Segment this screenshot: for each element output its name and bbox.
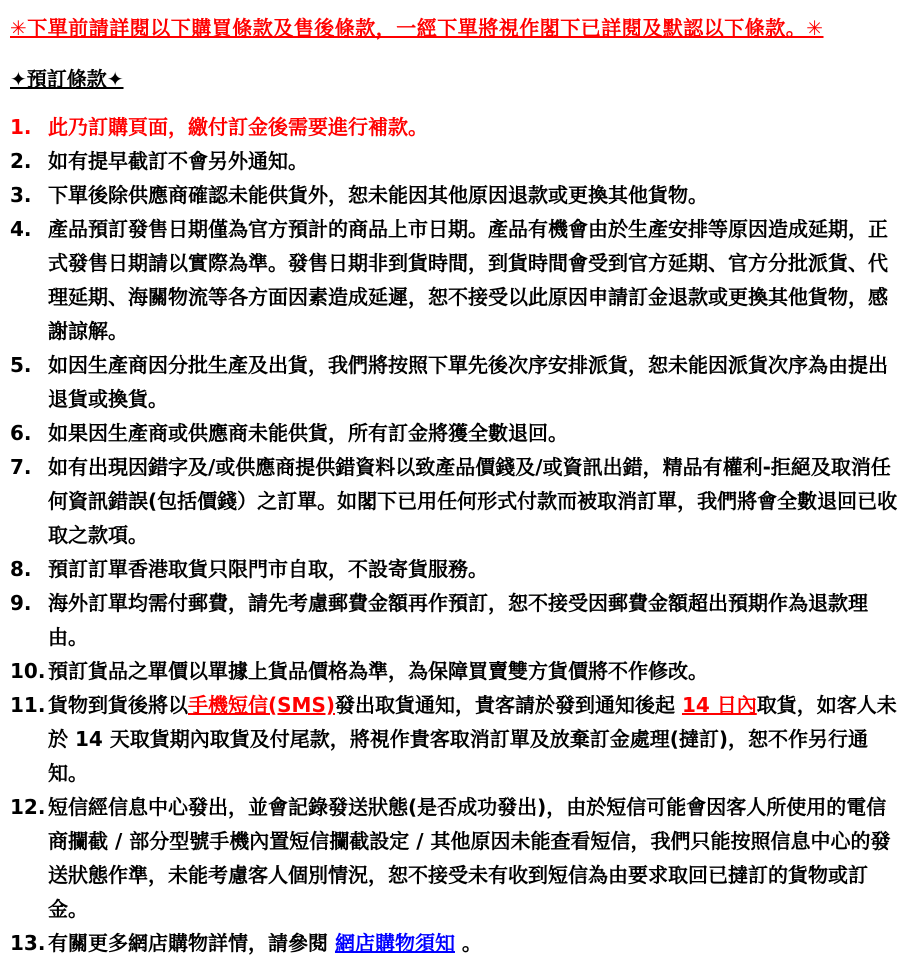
term-item-4 (10, 212, 905, 348)
term-text (48, 144, 905, 178)
term-text-segment: 預訂訂單香港取貨只限門市自取，不設寄貨服務。 (48, 557, 488, 581)
term-number: 10. (10, 659, 46, 683)
term-item-2 (10, 144, 905, 178)
term-number: 1. (10, 115, 32, 139)
term-item-6 (10, 416, 905, 450)
term-number: 7. (10, 455, 32, 479)
term-text (48, 552, 905, 586)
term-number: 11. (10, 693, 46, 717)
term-item-11 (10, 688, 905, 790)
term-text-segment: 如有出現因錯字及/或供應商提供錯資料以致產品價錢及/或資訊出錯，精品有權利-拒絕及取消任何資訊錯誤(包括價錢）之訂單。如閣下已用任何形式付款而被取消訂單，我們將會全數退回已收取之款項。 (48, 455, 898, 547)
term-number: 12. (10, 795, 46, 819)
term-text-segment: 取貨，如客人未於 14 天取貨期內取貨及付尾款，將視作貴客取消訂單及放棄訂金處理(撻訂)，恕不作另行通知。 (48, 693, 897, 785)
term-item-1 (10, 110, 905, 144)
term-number: 2. (10, 149, 32, 173)
term-text (48, 178, 905, 212)
term-text-segment: 發出取貨通知，貴客請於發到通知後起 (335, 693, 682, 717)
term-text (48, 348, 905, 416)
term-item-9 (10, 586, 905, 654)
term-text-segment: 如果因生產商或供應商未能供貨，所有訂金將獲全數退回。 (48, 421, 568, 445)
sms-highlight: 手機短信(SMS) (188, 693, 335, 717)
term-text (48, 654, 905, 688)
term-text-segment: 下單後除供應商確認未能供貨外，恕未能因其他原因退款或更換其他貨物。 (48, 183, 708, 207)
term-text (48, 688, 905, 790)
term-text (48, 416, 905, 450)
term-item-5 (10, 348, 905, 416)
term-text (48, 212, 905, 348)
term-text-segment: 此乃訂購頁面，繳付訂金後需要進行補款。 (48, 115, 428, 139)
term-item-8 (10, 552, 905, 586)
term-text-segment: 如因生產商因分批生產及出貨，我們將按照下單先後次序安排派貨，恕未能因派貨次序為由提出退貨或換貨。 (48, 353, 888, 411)
term-text-segment: 海外訂單均需付郵費，請先考慮郵費金額再作預訂，恕不接受因郵費金額超出預期作為退款理由。 (48, 591, 868, 649)
term-number: 4. (10, 217, 32, 241)
term-text (48, 790, 905, 926)
term-number: 9. (10, 591, 32, 615)
term-item-13 (10, 926, 905, 960)
term-text-segment: 預訂貨品之單價以單據上貨品價格為準，為保障買賣雙方貨價將不作修改。 (48, 659, 708, 683)
term-number: 8. (10, 557, 32, 581)
section-heading-preorder-terms: ✦預訂條款✦ (10, 67, 124, 91)
page-title: ✳下單前請詳閱以下購買條款及售後條款，一經下單將視作閣下已詳閱及默認以下條款。✳ (10, 16, 824, 40)
term-text (48, 450, 905, 552)
shop-guide-link[interactable]: 網店購物須知 (334, 931, 455, 955)
term-item-10 (10, 654, 905, 688)
term-text (48, 110, 905, 144)
terms-list (10, 110, 905, 960)
term-number: 13. (10, 931, 46, 955)
term-item-7 (10, 450, 905, 552)
term-text (48, 926, 905, 960)
term-number: 5. (10, 353, 32, 377)
deadline-highlight: 14 日內 (681, 693, 757, 717)
term-text-segment: 有關更多網店購物詳情，請參閱 (48, 931, 335, 955)
term-text-segment: 貨物到貨後將以 (48, 693, 188, 717)
term-item-12 (10, 790, 905, 926)
term-text-segment: 。 (454, 931, 482, 955)
term-text-segment: 短信經信息中心發出，並會記錄發送狀態(是否成功發出)，由於短信可能會因客人所使用的電信商攔截 / 部分型號手機內置短信攔截設定 / 其他原因未能查看短信，我們只能按照信息中心的發送狀態作準，未能考慮客人個別情況，恕不接受未有收到短信為由要求取回已撻訂的貨物或訂金。 (48, 795, 891, 921)
term-number: 6. (10, 421, 32, 445)
term-text-segment: 如有提早截訂不會另外通知。 (48, 149, 308, 173)
term-item-3 (10, 178, 905, 212)
term-text-segment: 產品預訂發售日期僅為官方預計的商品上市日期。產品有機會由於生產安排等原因造成延期，正式發售日期請以實際為準。發售日期非到貨時間，到貨時間會受到官方延期、官方分批派貨、代理延期、海關物流等各方面因素造成延遲，恕不接受以此原因申請訂金退款或更換其他貨物，感謝諒解。 (48, 217, 888, 343)
term-number: 3. (10, 183, 32, 207)
term-text (48, 586, 905, 654)
